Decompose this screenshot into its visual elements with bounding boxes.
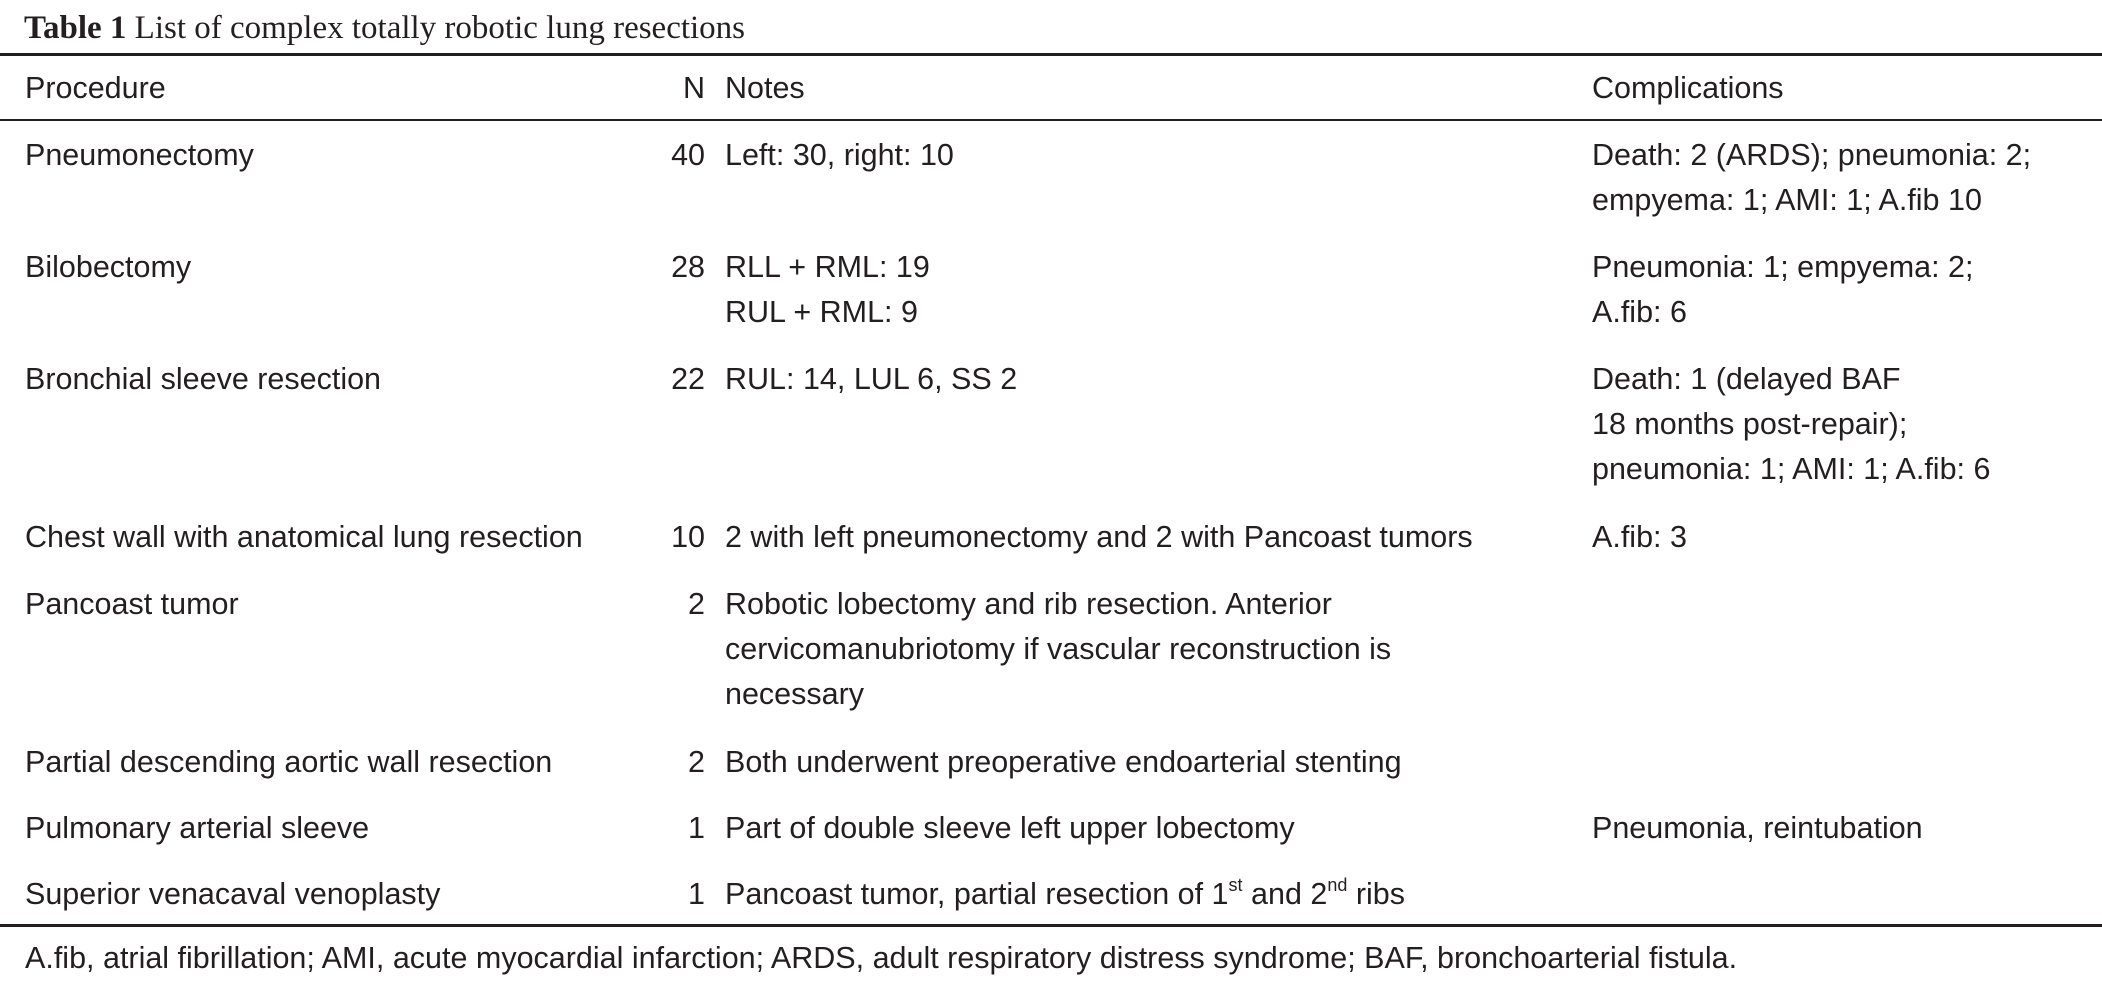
notes-cell [725,357,1585,402]
complications-line: Death: 1 (delayed BAF [1592,362,1901,396]
notes-text: ribs [1347,877,1406,911]
notes-line: 2 with left pneumonectomy and 2 with Pancoast tumors [725,520,1473,554]
n-cell: 1 [688,877,705,911]
procedure-cell: Bilobectomy [25,250,192,284]
notes-cell [725,740,1585,785]
table-caption-text: List of complex totally robotic lung resections [134,10,746,46]
header-notes: Notes [725,71,805,105]
procedure-cell: Pancoast tumor [25,587,239,621]
procedure-cell: Chest wall with anatomical lung resection [25,520,583,554]
bottom-rule [0,924,2102,927]
complications-line: Death: 2 (ARDS); pneumonia: 2; [1592,138,2032,172]
procedure-cell: Pneumonectomy [25,138,254,172]
complications-cell [1592,133,2092,223]
n-cell: 10 [671,520,705,554]
header-rule [0,119,2102,121]
notes-line: Both underwent preoperative endoarterial stenting [725,745,1402,779]
complications-line: 18 months post-repair); [1592,407,1908,441]
n-cell: 40 [671,138,705,172]
complications-cell [1592,806,2092,851]
procedure-cell: Partial descending aortic wall resection [25,745,553,779]
header-n: N [682,71,705,105]
notes-line: RUL + RML: 9 [725,295,918,329]
procedure-cell: Bronchial sleeve resection [25,362,382,396]
table-caption [24,6,745,50]
complications-cell [1592,357,2092,492]
complications-line: empyema: 1; AMI: 1; A.fib 10 [1592,183,1982,217]
header-complications: Complications [1592,71,1784,105]
notes-text: and 2 [1242,877,1328,911]
complications-line: pneumonia: 1; AMI: 1; A.fib: 6 [1592,452,1991,486]
notes-cell [725,582,1585,717]
procedure-cell: Superior venacaval venoplasty [25,877,441,911]
notes-cell [725,515,1585,560]
notes-text: Pancoast tumor, partial resection of 1 [725,877,1229,911]
table-footnote: A.fib, atrial fibrillation; AMI, acute myocardial infarction; ARDS, adult respiratory distress syndrome; BAF, bronchoarterial fistula. [25,941,1738,975]
top-rule [0,53,2102,56]
ordinal-suffix: st [1228,874,1243,895]
complications-line: Pneumonia, reintubation [1592,811,1923,845]
notes-line: RLL + RML: 19 [725,250,930,284]
procedure-cell: Pulmonary arterial sleeve [25,811,370,845]
table-caption-label: Table 1 [24,10,127,46]
notes-line: Robotic lobectomy and rib resection. Anterior [725,587,1332,621]
notes-cell [725,872,1585,917]
notes-line: necessary [725,677,865,711]
header-procedure: Procedure [25,71,166,105]
complications-cell [1592,245,2092,335]
ordinal-suffix: nd [1327,874,1348,895]
notes-line: Left: 30, right: 10 [725,138,954,172]
notes-cell [725,806,1585,851]
n-cell: 22 [671,362,705,396]
complications-line: A.fib: 3 [1592,520,1687,554]
notes-line [725,872,1585,917]
notes-line: cervicomanubriotomy if vascular reconstruction is [725,632,1392,666]
notes-cell [725,245,1585,335]
notes-cell [725,133,1585,178]
notes-line: Part of double sleeve left upper lobectomy [725,811,1295,845]
complications-cell [1592,515,2092,560]
n-cell: 2 [688,587,705,621]
n-cell: 28 [671,250,705,284]
complications-line: Pneumonia: 1; empyema: 2; [1592,250,1974,284]
complications-line: A.fib: 6 [1592,295,1687,329]
n-cell: 1 [688,811,705,845]
n-cell: 2 [688,745,705,779]
notes-line: RUL: 14, LUL 6, SS 2 [725,362,1018,396]
